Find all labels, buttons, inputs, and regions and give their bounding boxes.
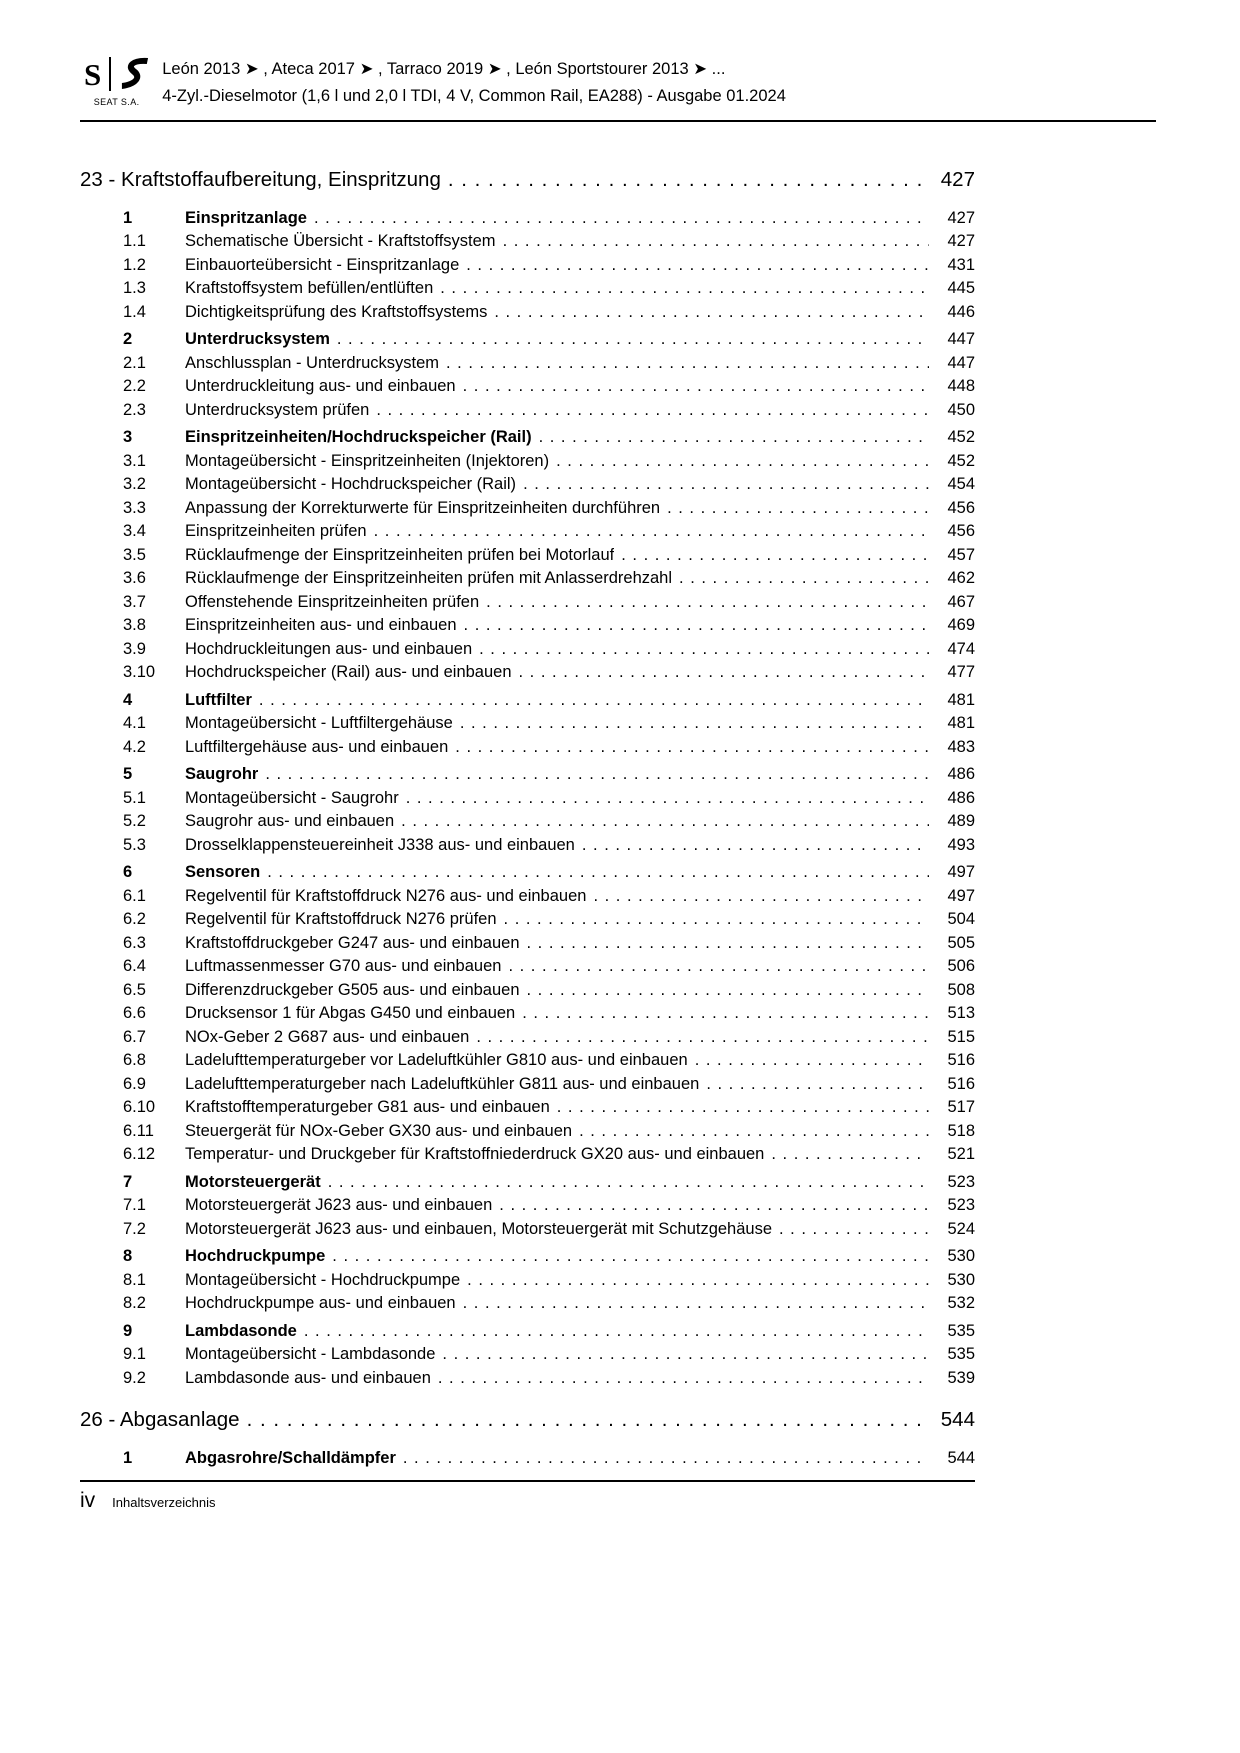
seat-logo <box>84 55 149 107</box>
toc-row[interactable] <box>80 1294 975 1313</box>
toc-entry-number: 3.10 <box>123 663 156 681</box>
toc-entry-page: 446 <box>947 302 975 321</box>
dot-leader <box>593 887 929 906</box>
dot-leader <box>463 1294 929 1313</box>
page-number-label: iv <box>80 1488 96 1512</box>
dot-leader <box>479 640 929 659</box>
document-header <box>0 0 1240 110</box>
toc-row[interactable] <box>80 616 975 635</box>
toc-entry-title: NOx-Geber 2 G687 aus- und einbauen <box>185 1027 470 1046</box>
toc-entry-title: Einspritzanlage <box>185 208 307 227</box>
dot-leader <box>259 691 929 710</box>
dot-leader <box>460 714 929 733</box>
toc-entry-number: 6.9 <box>123 1074 146 1093</box>
toc-entry-number: 2.2 <box>123 377 146 395</box>
toc-entry-page: 457 <box>947 545 975 564</box>
dot-leader <box>446 354 929 373</box>
toc-entry-title: Luftfiltergehäuse aus- und einbauen <box>185 737 449 756</box>
header-engine-line: 4-Zyl.-Dieselmotor (1,6 l und 2,0 l TDI, 4 V, Common Rail, EA288) - Ausgabe 01.2024 <box>162 87 786 105</box>
toc-entry-number: 1.3 <box>123 279 146 297</box>
toc-entry-page: 518 <box>947 1121 975 1140</box>
toc-entry-title: Kraftstoffsystem befüllen/entlüften <box>185 279 434 297</box>
toc-entry-page: 456 <box>947 498 975 517</box>
toc-entry-number: 3.3 <box>123 498 146 517</box>
toc-entry-title: Unterdruckleitung aus- und einbauen <box>185 377 456 395</box>
dot-leader <box>440 279 929 298</box>
toc-row[interactable] <box>80 1145 975 1164</box>
toc-row[interactable] <box>80 714 975 733</box>
toc-entry-title: Montageübersicht - Hochdruckspeicher (Rail) <box>185 475 517 493</box>
toc-entry-page: 431 <box>947 255 975 274</box>
toc-row[interactable] <box>80 1004 975 1023</box>
dot-leader <box>508 957 929 976</box>
table-of-contents <box>80 152 975 1468</box>
toc-entry-page: 493 <box>947 835 975 854</box>
toc-entry-number: 9.1 <box>123 1345 146 1363</box>
toc-entry-title: Offenstehende Einspritzeinheiten prüfen <box>185 592 480 611</box>
dot-leader <box>464 616 929 635</box>
toc-entry-page: 447 <box>947 353 975 372</box>
dot-leader <box>265 765 929 784</box>
toc-entry-number: 3.5 <box>123 545 146 564</box>
toc-entry-page: 516 <box>947 1051 975 1069</box>
toc-row[interactable] <box>80 812 975 831</box>
toc-entry-page: 450 <box>947 400 975 419</box>
toc-entry-page: 544 <box>947 1448 975 1467</box>
dot-leader <box>499 1196 929 1215</box>
toc-entry-number: 5.2 <box>123 812 146 830</box>
dot-leader <box>527 981 929 1000</box>
toc-entry-page: 454 <box>947 475 975 493</box>
toc-entry-number: 6 <box>123 863 133 881</box>
toc-entry-page: 452 <box>947 451 975 470</box>
toc-row[interactable] <box>80 279 975 298</box>
toc-row[interactable] <box>80 1169 975 1192</box>
toc-entry-number: 2.3 <box>123 400 146 419</box>
toc-row[interactable] <box>80 1271 975 1290</box>
toc-row[interactable] <box>80 152 975 200</box>
dot-leader <box>466 256 929 275</box>
seat-emblem-icon <box>119 57 149 91</box>
toc-row[interactable] <box>80 910 975 929</box>
toc-entry-title: Montageübersicht - Hochdruckpumpe <box>185 1270 461 1289</box>
toc-entry-number: 1.2 <box>123 255 146 274</box>
toc-entry-page: 497 <box>947 863 975 881</box>
dot-leader <box>476 1028 929 1047</box>
toc-entry-page: 504 <box>947 910 975 928</box>
toc-entry-number: 7 <box>123 1172 133 1191</box>
toc-entry-title: Einspritzeinheiten/Hochdruckspeicher (Rail) <box>185 428 532 446</box>
toc-entry-number: 6.8 <box>123 1051 146 1069</box>
header-rule <box>80 120 1156 122</box>
footer-rule <box>80 1480 975 1482</box>
toc-entry-page: 523 <box>947 1172 975 1191</box>
toc-entry-title: Ladelufttemperaturgeber nach Ladeluftkühler G811 aus- und einbauen <box>185 1074 700 1093</box>
dot-leader <box>779 1220 929 1239</box>
toc-row[interactable] <box>80 326 975 349</box>
toc-entry-page: 517 <box>947 1098 975 1116</box>
toc-entry-title: Abgasrohre/Schalldämpfer <box>185 1448 396 1467</box>
toc-row[interactable] <box>80 546 975 565</box>
toc-row[interactable] <box>80 1051 975 1070</box>
toc-entry-title: Luftfilter <box>185 690 252 709</box>
toc-entry-page: 508 <box>947 980 975 999</box>
toc-row[interactable] <box>80 377 975 396</box>
logo-row <box>84 55 149 93</box>
toc-entry-title: Lambdasonde aus- und einbauen <box>185 1368 431 1387</box>
toc-entry-title: Unterdrucksystem prüfen <box>185 400 370 419</box>
toc-entry-title: Motorsteuergerät <box>185 1172 321 1191</box>
toc-entry-title: Drucksensor 1 für Abgas G450 und einbauen <box>185 1004 516 1022</box>
toc-entry-title: Differenzdruckgeber G505 aus- und einbauen <box>185 980 520 999</box>
toc-row[interactable] <box>80 1028 975 1047</box>
toc-row[interactable] <box>80 522 975 541</box>
toc-entry-number: 6.1 <box>123 886 146 905</box>
toc-entry-number: 4 <box>123 690 133 709</box>
dot-leader <box>695 1051 929 1070</box>
toc-row[interactable] <box>80 761 975 784</box>
toc-entry-number: 9.2 <box>123 1368 146 1387</box>
toc-entry-title: Anpassung der Korrekturwerte für Einspritzeinheiten durchführen <box>185 498 661 517</box>
dot-leader <box>314 209 929 228</box>
toc-row[interactable] <box>80 836 975 855</box>
toc-row[interactable] <box>80 1098 975 1117</box>
dot-leader <box>467 1271 929 1290</box>
toc-entry-title: Saugrohr <box>185 765 259 783</box>
toc-row[interactable] <box>80 687 975 710</box>
toc-entry-number: 6.11 <box>123 1121 154 1140</box>
toc-entry-title: Montageübersicht - Lambdasonde <box>185 1345 436 1363</box>
toc-entry-title: Hochdruckleitungen aus- und einbauen <box>185 639 473 658</box>
toc-entry-number: 5.3 <box>123 835 146 854</box>
toc-entry-title: Unterdrucksystem <box>185 330 330 348</box>
toc-row[interactable] <box>80 303 975 322</box>
dot-leader <box>679 569 929 588</box>
toc-entry-number: 6.4 <box>123 957 146 975</box>
toc-entry-title: Kraftstofftemperaturgeber G81 aus- und einbauen <box>185 1098 550 1116</box>
dot-leader <box>667 499 929 518</box>
toc-entry-title: Dichtigkeitsprüfung des Kraftstoffsystems <box>185 302 488 321</box>
toc-entry-page: 481 <box>947 714 975 732</box>
toc-entry-number: 6.5 <box>123 980 146 999</box>
toc-entry-number: 7.2 <box>123 1219 146 1238</box>
toc-row[interactable] <box>80 663 975 682</box>
dot-leader <box>438 1369 929 1388</box>
toc-row[interactable] <box>80 593 975 612</box>
toc-row[interactable] <box>80 256 975 275</box>
brand-name: SEAT S.A. <box>93 97 140 107</box>
dot-leader <box>374 522 929 541</box>
toc-entry-title: Motorsteuergerät J623 aus- und einbauen, Motorsteuergerät mit Schutzgehäuse <box>185 1219 773 1238</box>
toc-row[interactable] <box>80 1345 975 1364</box>
toc-entry-title: 23 - Kraftstoffaufbereitung, Einspritzung <box>80 168 441 191</box>
toc-entry-number: 6.12 <box>123 1145 156 1163</box>
toc-entry-page: 486 <box>947 788 975 807</box>
dot-leader <box>247 1408 929 1432</box>
header-title-block <box>162 55 786 110</box>
dot-leader <box>503 232 929 251</box>
dot-leader <box>557 1098 929 1117</box>
page-footer <box>80 1489 1240 1513</box>
toc-entry-title: Lambdasonde <box>185 1321 297 1340</box>
toc-row[interactable] <box>80 887 975 906</box>
toc-row[interactable] <box>80 424 975 447</box>
toc-entry-page: 474 <box>947 639 975 658</box>
toc-entry-page: 447 <box>947 330 975 348</box>
logo-divider <box>109 57 111 91</box>
toc-row[interactable] <box>80 789 975 808</box>
toc-entry-title: Einspritzeinheiten prüfen <box>185 522 367 540</box>
dot-leader <box>582 836 929 855</box>
toc-entry-number: 1.1 <box>123 232 146 250</box>
dot-leader <box>621 546 929 565</box>
toc-entry-number: 2.1 <box>123 353 146 372</box>
toc-entry-title: Steuergerät für NOx-Geber GX30 aus- und einbauen <box>185 1121 573 1140</box>
toc-entry-page: 515 <box>947 1027 975 1046</box>
toc-row[interactable] <box>80 738 975 757</box>
toc-entry-number: 1.4 <box>123 302 146 321</box>
toc-entry-page: 456 <box>947 522 975 540</box>
dot-leader <box>442 1345 929 1364</box>
toc-entry-page: 448 <box>947 377 975 395</box>
dot-leader <box>486 593 929 612</box>
toc-entry-number: 6.6 <box>123 1004 146 1022</box>
toc-entry-title: Regelventil für Kraftstoffdruck N276 prüfen <box>185 910 497 928</box>
dot-leader <box>504 910 929 929</box>
toc-row[interactable] <box>80 1318 975 1341</box>
toc-entry-page: 516 <box>947 1074 975 1093</box>
toc-row[interactable] <box>80 1196 975 1215</box>
toc-entry-title: Kraftstoffdruckgeber G247 aus- und einbauen <box>185 933 520 952</box>
toc-entry-number: 6.2 <box>123 910 146 928</box>
toc-entry-page: 539 <box>947 1368 975 1387</box>
toc-entry-page: 497 <box>947 886 975 905</box>
toc-entry-number: 9 <box>123 1321 133 1340</box>
toc-row[interactable] <box>80 1392 975 1440</box>
toc-row[interactable] <box>80 859 975 882</box>
toc-entry-title: Montageübersicht - Einspritzeinheiten (Injektoren) <box>185 451 550 470</box>
toc-entry-page: 477 <box>947 663 975 681</box>
toc-entry-number: 6.7 <box>123 1027 146 1046</box>
toc-entry-page: 523 <box>947 1196 975 1214</box>
dot-leader <box>376 401 929 420</box>
toc-entry-page: 467 <box>947 592 975 611</box>
dot-leader <box>267 863 929 882</box>
toc-entry-number: 3.1 <box>123 451 146 470</box>
toc-row[interactable] <box>80 354 975 373</box>
toc-entry-number: 6.10 <box>123 1098 156 1116</box>
toc-entry-title: Rücklaufmenge der Einspritzeinheiten prüfen mit Anlasserdrehzahl <box>185 569 673 587</box>
dot-leader <box>328 1173 929 1192</box>
header-model-line: León 2013 ➤ , Ateca 2017 ➤ , Tarraco 2019 ➤ , León Sportstourer 2013 ➤ ... <box>162 60 726 78</box>
dot-leader <box>527 934 929 953</box>
toc-entry-page: 481 <box>947 690 975 709</box>
toc-row[interactable] <box>80 957 975 976</box>
toc-row[interactable] <box>80 452 975 471</box>
toc-entry-number: 8.2 <box>123 1294 146 1312</box>
toc-entry-number: 1 <box>123 208 133 227</box>
dot-leader <box>706 1075 929 1094</box>
dot-leader <box>579 1122 929 1141</box>
toc-entry-number: 3.7 <box>123 592 146 611</box>
dot-leader <box>403 1449 929 1468</box>
toc-entry-page: 486 <box>947 765 975 783</box>
dot-leader <box>771 1145 929 1164</box>
toc-row[interactable] <box>80 1122 975 1141</box>
dot-leader <box>332 1247 929 1266</box>
toc-entry-number: 5.1 <box>123 788 146 807</box>
toc-entry-number: 7.1 <box>123 1196 146 1214</box>
toc-row[interactable] <box>80 232 975 251</box>
toc-entry-page: 524 <box>947 1219 975 1238</box>
toc-entry-number: 5 <box>123 765 133 783</box>
toc-entry-title: Schematische Übersicht - Kraftstoffsystem <box>185 232 496 250</box>
toc-row[interactable] <box>80 1243 975 1266</box>
dot-leader <box>522 1004 929 1023</box>
toc-entry-page: 505 <box>947 933 975 952</box>
dot-leader <box>455 738 929 757</box>
toc-entry-page: 506 <box>947 957 975 975</box>
toc-row[interactable] <box>80 1220 975 1239</box>
toc-entry-page: 535 <box>947 1345 975 1363</box>
footer-section-label: Inhaltsverzeichnis <box>112 1494 216 1510</box>
toc-entry-number: 1 <box>123 1448 133 1467</box>
toc-entry-title: Montageübersicht - Luftfiltergehäuse <box>185 714 453 732</box>
toc-entry-title: Anschlussplan - Unterdrucksystem <box>185 353 440 372</box>
toc-entry-page: 530 <box>947 1247 975 1265</box>
toc-entry-page: 427 <box>947 208 975 227</box>
dot-leader <box>523 475 929 494</box>
dot-leader <box>448 168 929 192</box>
toc-entry-title: Saugrohr aus- und einbauen <box>185 812 395 830</box>
toc-entry-title: Drosselklappensteuereinheit J338 aus- und einbauen <box>185 835 575 854</box>
dot-leader <box>304 1322 929 1341</box>
toc-row[interactable] <box>80 401 975 420</box>
toc-entry-page: 513 <box>947 1004 975 1022</box>
toc-entry-title: Regelventil für Kraftstoffdruck N276 aus- und einbauen <box>185 886 587 905</box>
dot-leader <box>337 330 929 349</box>
dot-leader <box>519 663 929 682</box>
toc-entry-title: Temperatur- und Druckgeber für Kraftstoffniederdruck GX20 aus- und einbauen <box>185 1145 765 1163</box>
seat-s-letter: S <box>84 56 102 92</box>
toc-entry-title: Rücklaufmenge der Einspritzeinheiten prüfen bei Motorlauf <box>185 545 615 564</box>
toc-entry-title: Einspritzeinheiten aus- und einbauen <box>185 616 457 634</box>
toc-entry-page: 462 <box>947 569 975 587</box>
toc-entry-number: 3.6 <box>123 569 146 587</box>
toc-entry-number: 4.1 <box>123 714 146 732</box>
toc-entry-title: Ladelufttemperaturgeber vor Ladeluftkühler G810 aus- und einbauen <box>185 1051 688 1069</box>
toc-entry-number: 3.8 <box>123 616 146 634</box>
toc-entry-title: Hochdruckpumpe aus- und einbauen <box>185 1294 456 1312</box>
toc-entry-number: 2 <box>123 330 133 348</box>
toc-row[interactable] <box>80 475 975 494</box>
toc-row[interactable] <box>80 981 975 1000</box>
toc-row[interactable] <box>80 640 975 659</box>
toc-entry-number: 3.4 <box>123 522 146 540</box>
toc-entry-page: 452 <box>947 428 975 446</box>
toc-entry-number: 4.2 <box>123 737 146 756</box>
toc-entry-page: 427 <box>947 232 975 250</box>
dot-leader <box>401 812 929 831</box>
toc-row[interactable] <box>80 499 975 518</box>
toc-entry-page: 483 <box>947 737 975 756</box>
toc-entry-title: Montageübersicht - Saugrohr <box>185 788 399 807</box>
toc-entry-page: 535 <box>947 1321 975 1340</box>
toc-entry-page: 530 <box>947 1270 975 1289</box>
toc-entry-number: 3 <box>123 428 133 446</box>
toc-row[interactable] <box>80 934 975 953</box>
toc-entry-page: 445 <box>947 279 975 297</box>
toc-entry-page: 544 <box>940 1408 975 1431</box>
dot-leader <box>539 428 929 447</box>
dot-leader <box>406 789 929 808</box>
toc-entry-title: Hochdruckspeicher (Rail) aus- und einbauen <box>185 663 512 681</box>
toc-entry-title: Luftmassenmesser G70 aus- und einbauen <box>185 957 502 975</box>
toc-entry-number: 8 <box>123 1247 133 1265</box>
toc-row[interactable] <box>80 1075 975 1094</box>
toc-entry-title: 26 - Abgasanlage <box>80 1408 240 1431</box>
toc-entry-page: 427 <box>940 168 975 191</box>
toc-entry-number: 6.3 <box>123 933 146 952</box>
dot-leader <box>494 303 929 322</box>
toc-entry-number: 8.1 <box>123 1270 146 1289</box>
toc-entry-page: 469 <box>947 616 975 634</box>
toc-entry-title: Motorsteuergerät J623 aus- und einbauen <box>185 1196 493 1214</box>
toc-row[interactable] <box>80 205 975 228</box>
toc-entry-page: 532 <box>947 1294 975 1312</box>
toc-entry-title: Einbauorteübersicht - Einspritzanlage <box>185 255 460 274</box>
toc-entry-number: 3.9 <box>123 639 146 658</box>
toc-entry-page: 521 <box>947 1145 975 1163</box>
toc-entry-number: 3.2 <box>123 475 146 493</box>
toc-entry-page: 489 <box>947 812 975 830</box>
toc-entry-title: Sensoren <box>185 863 261 881</box>
toc-row[interactable] <box>80 569 975 588</box>
dot-leader <box>556 452 929 471</box>
toc-row[interactable] <box>80 1369 975 1388</box>
toc-entry-title: Hochdruckpumpe <box>185 1247 326 1265</box>
toc-row[interactable] <box>80 1445 975 1468</box>
dot-leader <box>463 377 929 396</box>
